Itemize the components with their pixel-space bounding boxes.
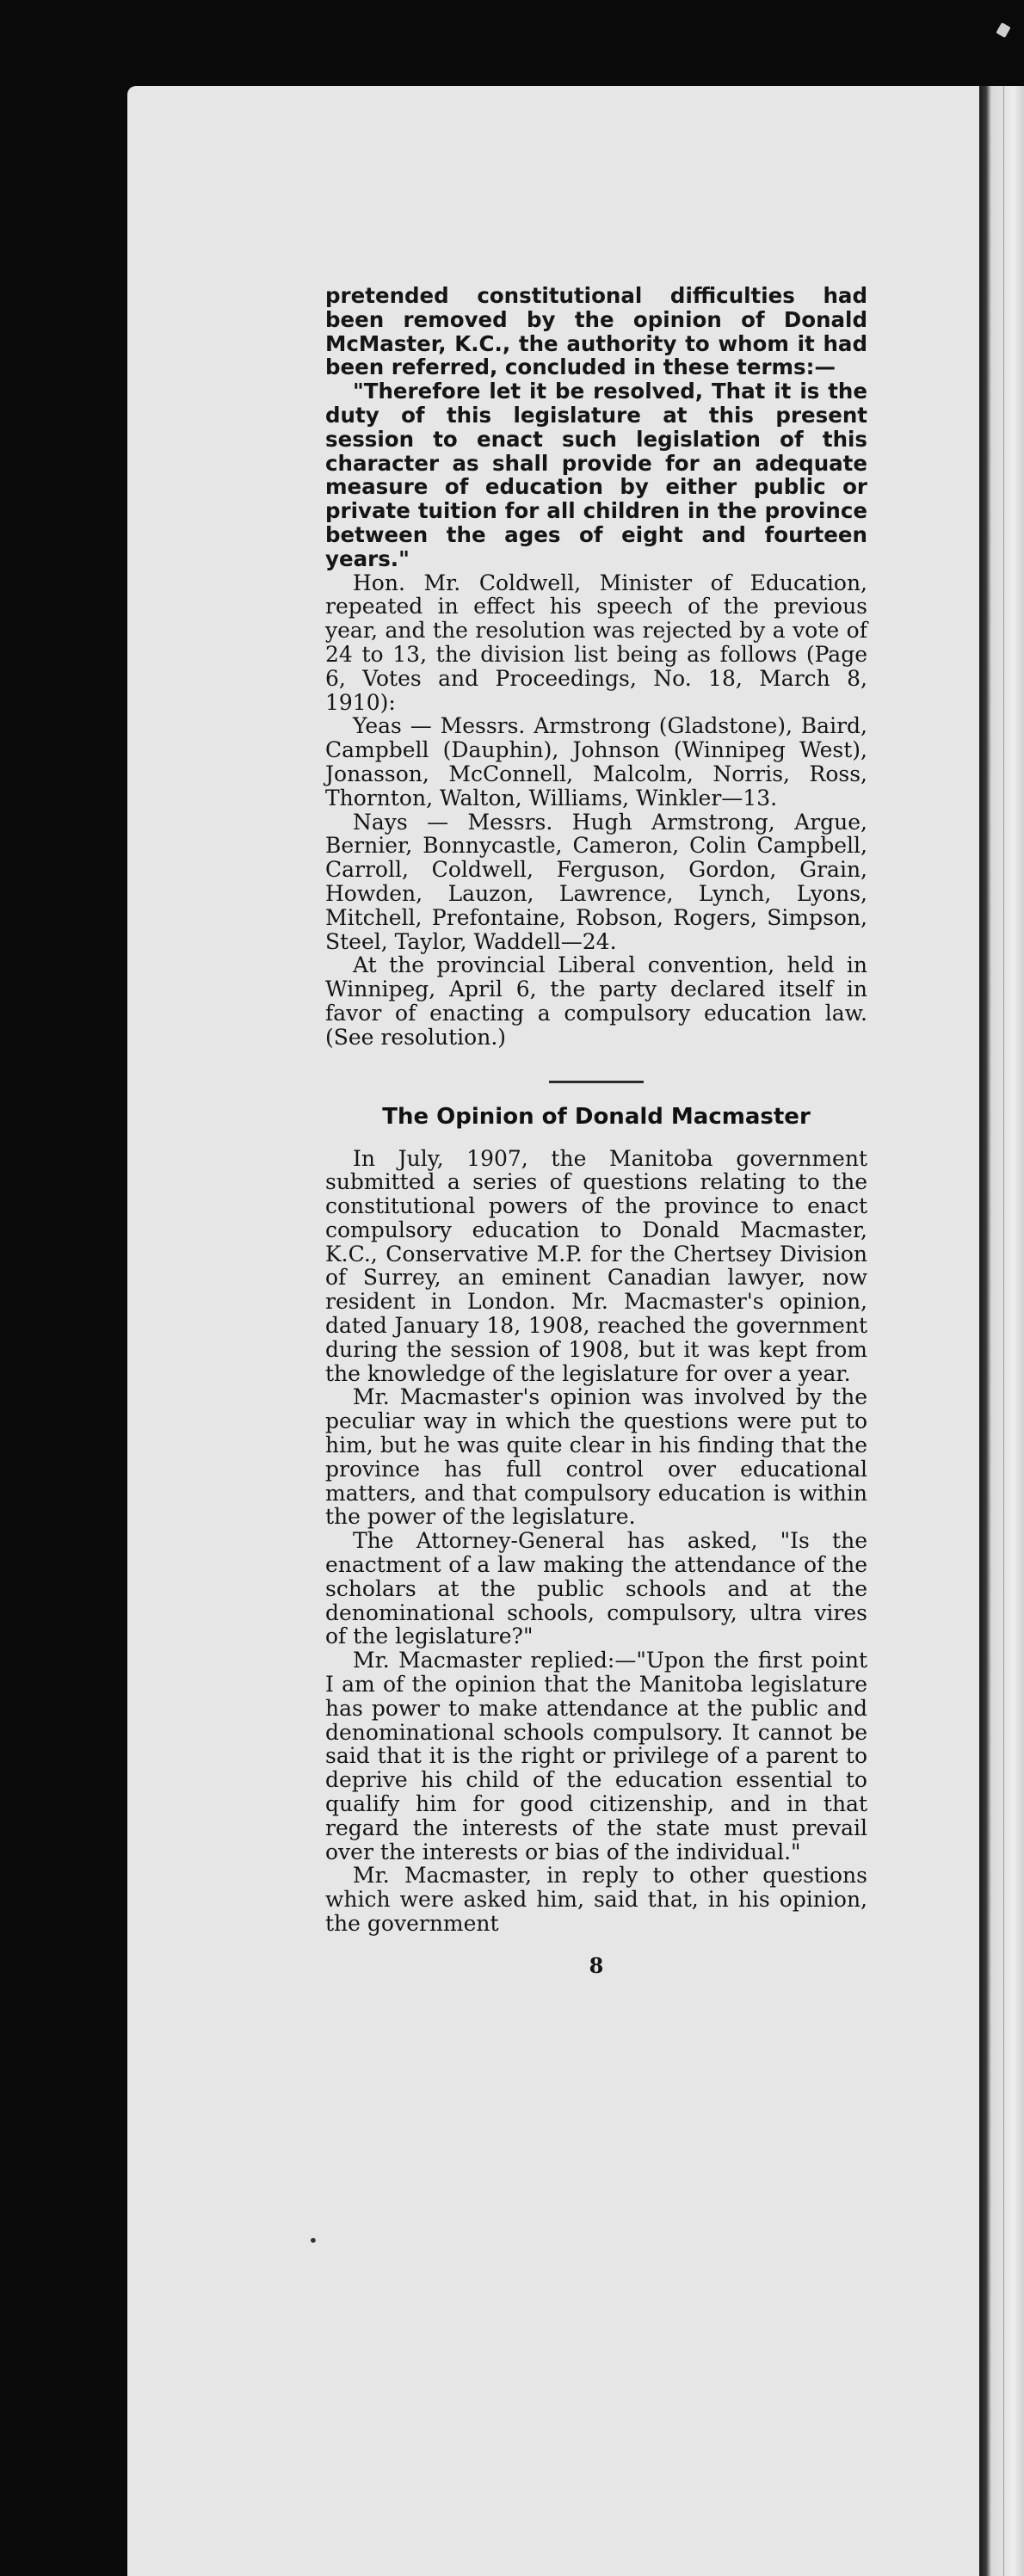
paragraph-intro: pretended constitutional difficulties had been removed by the opinion of Donald McMaster, K.C., the authority to whom it had been referred, concluded in these terms:— <box>325 283 867 380</box>
paragraph-coldwell: Hon. Mr. Coldwell, Minister of Education, repeated in effect his speech of the previous year, and the resolution was rejected by a vote of 24 to 13, the division list being as follows (Page 6, Votes and Proceedings, No. 18, March 8, 1910): <box>325 570 867 715</box>
scan-corner-mark <box>996 22 1010 38</box>
paragraph-macmaster-reply: Mr. Macmaster replied:—"Upon the first point I am of the opinion that the Manitoba legislature has power to make attendance at the public and denominational schools compulsory. It cannot be said that it is the right or privilege of a parent to deprive his child of the education essential to qualify him for good citizenship, and in that regard the interests of the state must prevail over the interests or bias of the individual." <box>325 1648 867 1864</box>
paragraph-nays: Nays — Messrs. Hugh Armstrong, Argue, Bernier, Bonnycastle, Cameron, Colin Campbell, Carroll, Coldwell, Ferguson, Gordon, Grain, Howden, Lauzon, Lawrence, Lynch, Lyons, Mitchell, Prefontaine, Robson, Rogers, Simpson, Steel, Taylor, Waddell—24. <box>325 809 867 954</box>
paragraph-july-1907: In July, 1907, the Manitoba government submitted a series of questions relating to the constitutional powers of the province to enact compulsory education to Donald Macmaster, K.C., Conservative M.P. for the Chertsey Division of Surrey, an eminent Canadian lawyer, now resident in London. Mr. Macmaster's opinion, dated January 18, 1908, reached the government during the session of 1908, but it was kept from the knowledge of the legislature for over a year. <box>325 1145 867 1386</box>
adjacent-page-edge <box>979 86 1024 2576</box>
section-divider <box>549 1081 644 1083</box>
paragraph-other-questions: Mr. Macmaster, in reply to other questions which were asked him, said that, in his opinion, the government <box>325 1863 867 1936</box>
section-heading: The Opinion of Donald Macmaster <box>382 1103 811 1130</box>
paragraph-resolution-quote: "Therefore let it be resolved, That it is the duty of this legislature at this present session to enact such legislation of this character as shall provide for an adequate measure of education by either public or private tuition for all children in the province between the ages of eight and fourteen years." <box>325 379 867 571</box>
page-number: 8 <box>589 1952 604 1978</box>
paragraph-convention: At the provincial Liberal convention, held in Winnipeg, April 6, the party declared itself in favor of enacting a compulsory education law. (See resolution.) <box>325 952 867 1050</box>
paragraph-attorney-general: The Attorney-General has asked, "Is the enactment of a law making the attendance of the scholars at the public schools and at the denominational schools, compulsory, ultra vires of the legislature?" <box>325 1528 867 1649</box>
margin-mark: • <box>308 2230 318 2251</box>
page-text-column <box>325 284 867 1978</box>
paragraph-yeas: Yeas — Messrs. Armstrong (Gladstone), Baird, Campbell (Dauphin), Johnson (Winnipeg West), Jonasson, McConnell, Malcolm, Norris, Ross, Thornton, Walton, Williams, Winkler—13. <box>325 713 867 810</box>
paragraph-opinion-involved: Mr. Macmaster's opinion was involved by the peculiar way in which the questions were put to him, but he was quite clear in his finding that the province has full control over educational matters, and that compulsory education is within the power of the legislature. <box>325 1384 867 1530</box>
